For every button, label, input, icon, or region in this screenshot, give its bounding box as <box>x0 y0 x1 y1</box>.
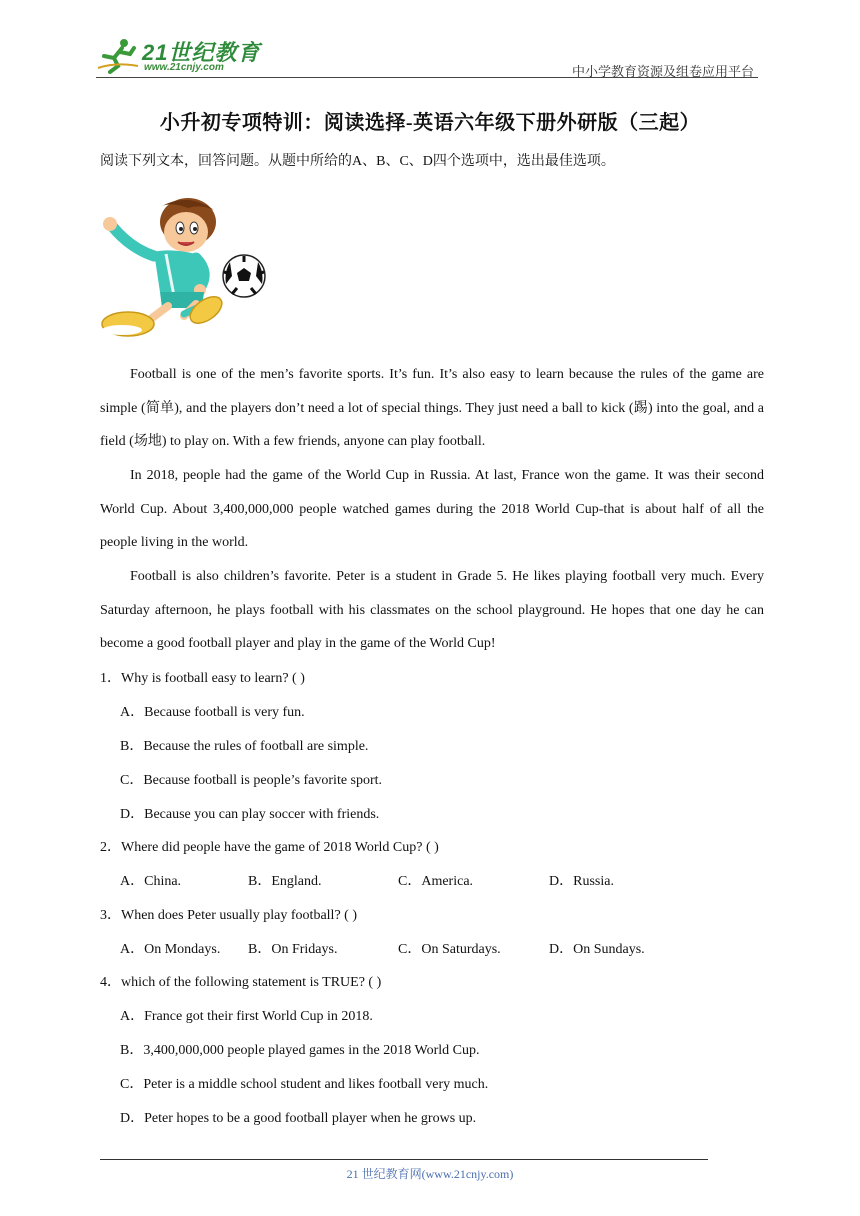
question-2-option-a: A．China. <box>120 874 182 889</box>
passage-paragraph-3: Football is also children’s favorite. Peter is a student in Grade 5. He likes playing football very much. Every Saturday afternoon, he plays football with his classmates on the school playground. He hopes that one day he can become a good football player and play in the game of the World Cup! <box>100 569 764 652</box>
question-2-option-b: B．England. <box>248 874 322 889</box>
passage-paragraph-1: Football is one of the men’s favorite sports. It’s fun. It’s also easy to learn because the rules of the game are simple (简单), and the players don’t need a lot of special things. They just need a ball to kick (踢) into the goal, and a field (场地) to play on. With a few friends, anyone can play football. <box>100 367 764 450</box>
runner-logo-icon <box>96 38 140 74</box>
question-1: 1．Why is football easy to learn? ( ) <box>100 671 305 686</box>
question-2: 2．Where did people have the game of 2018 World Cup? ( ) <box>100 840 439 855</box>
page-header <box>96 34 758 78</box>
header-divider <box>96 77 758 78</box>
question-3: 3．When does Peter usually play football? ( ) <box>100 908 357 923</box>
question-1-option-d: D．Because you can play soccer with friends. <box>120 807 380 822</box>
passage-paragraph-2: In 2018, people had the game of the World Cup in Russia. At last, France won the game. It was their second World Cup. About 3,400,000,000 people watched games during the 2018 World Cup-that is about half of all the people living in the world. <box>100 468 764 551</box>
question-2-option-d: D．Russia. <box>549 874 614 889</box>
question-4-option-d: D．Peter hopes to be a good football player when he grows up. <box>120 1111 477 1126</box>
question-4-option-c: C．Peter is a middle school student and likes football very much. <box>120 1077 489 1092</box>
question-1-option-a: A．Because football is very fun. <box>120 705 305 720</box>
question-1-option-c: C．Because football is people’s favorite sport. <box>120 773 383 788</box>
question-4: 4．which of the following statement is TRUE? ( ) <box>100 975 382 990</box>
logo-text: 21世纪教育 <box>142 40 261 65</box>
question-1-option-b: B．Because the rules of football are simple. <box>120 739 369 754</box>
footer-divider <box>100 1159 708 1160</box>
question-3-option-a: A．On Mondays. <box>120 942 221 957</box>
question-4-option-a: A．France got their first World Cup in 2018. <box>120 1009 373 1024</box>
question-4-option-b: B．3,400,000,000 people played games in the 2018 World Cup. <box>120 1043 480 1058</box>
question-3-option-d: D．On Sundays. <box>549 942 645 957</box>
boy-kicking-football-image <box>100 192 276 344</box>
header-platform-text: 中小学教育资源及组卷应用平台 <box>571 64 754 79</box>
logo-url: www.21cnjy.com <box>144 62 224 73</box>
page-title: 小升初专项特训：阅读选择-英语六年级下册外研版（三起） <box>159 112 701 134</box>
question-3-option-c: C．On Saturdays. <box>398 942 501 957</box>
question-2-option-c: C．America. <box>398 874 474 889</box>
footer-text: 21 世纪教育网(www.21cnjy.com) <box>346 1167 514 1181</box>
question-3-option-b: B．On Fridays. <box>248 942 338 957</box>
instruction-text: 阅读下列文本，回答问题。从题中所给的A、B、C、D四个选项中，选出最佳选项。 <box>100 154 615 169</box>
logo <box>96 34 266 78</box>
